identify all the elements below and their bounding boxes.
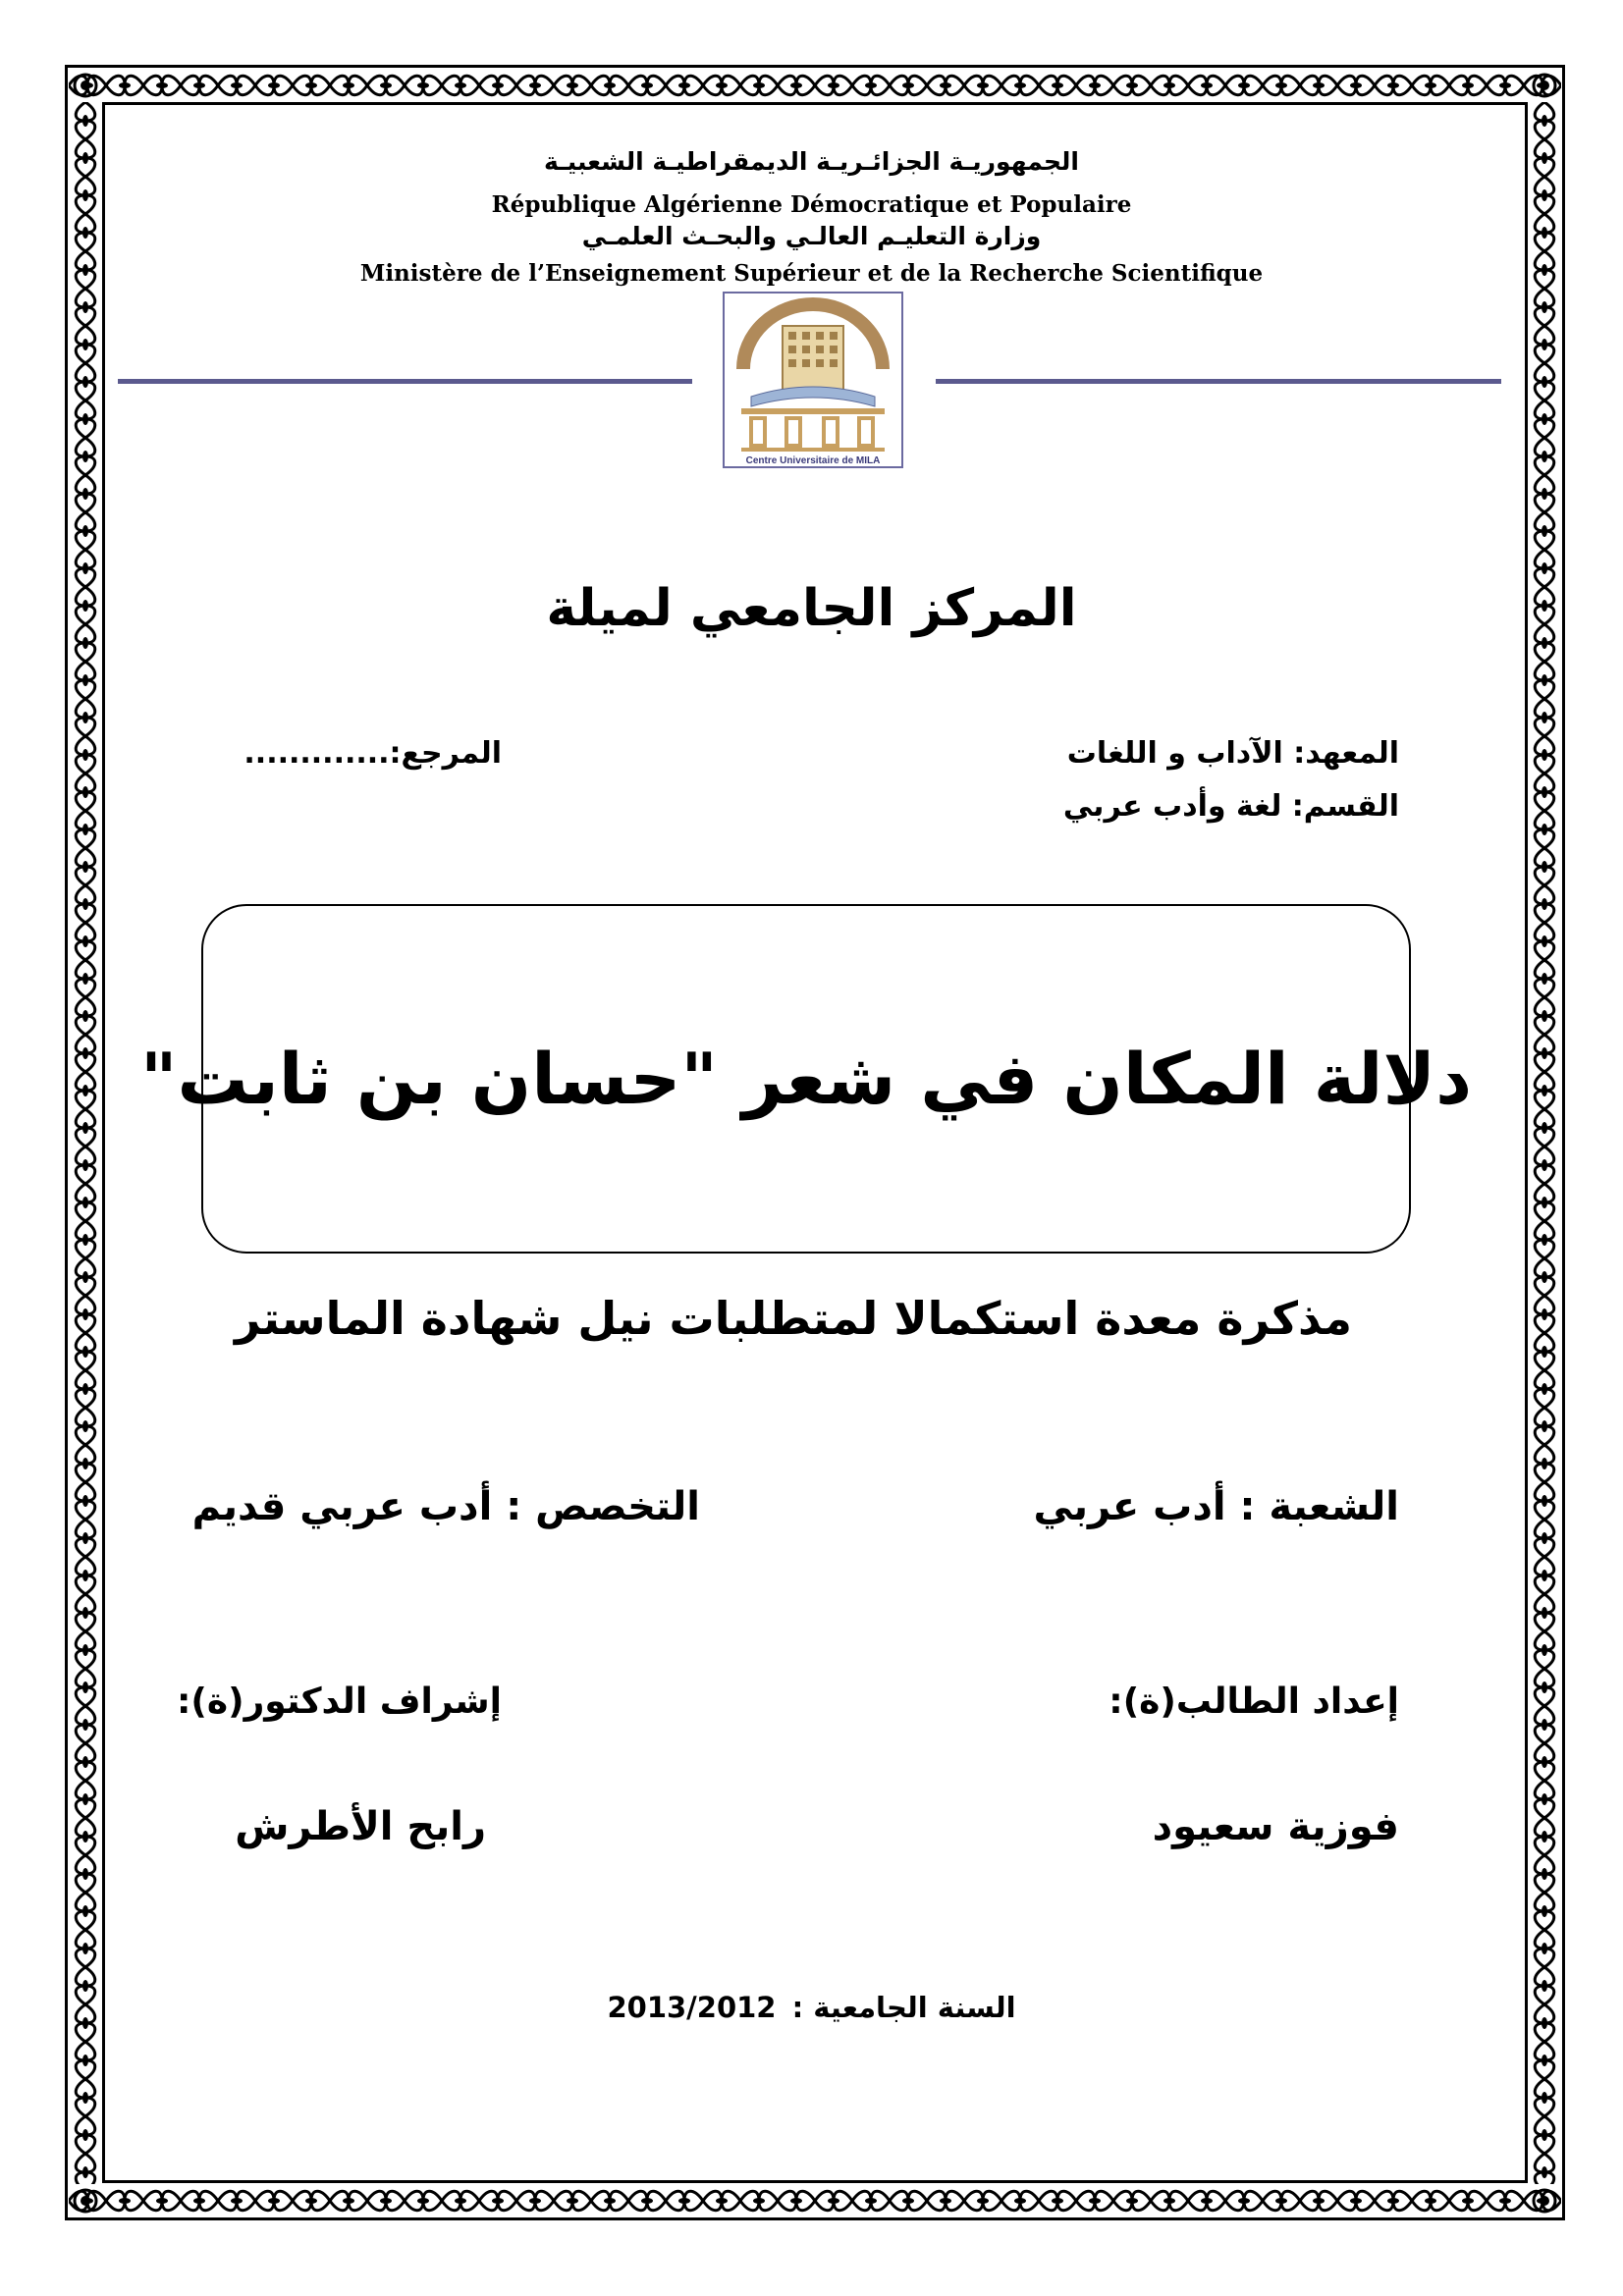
supervisor-name: رابح الأطرش: [235, 1804, 486, 1849]
university-logo: [722, 291, 904, 469]
frame-corner-bottom-left: [69, 2184, 102, 2217]
frame-band-right: [1528, 102, 1561, 2184]
thesis-title-box: [139, 904, 1473, 1254]
header-republic-fr: République Algérienne Démocratique et Populaire: [491, 191, 1132, 218]
academic-year-line: [0, 1991, 1623, 2024]
header-rule-right: [936, 379, 1501, 384]
branch-label: الشعبة : أدب عربي: [1033, 1484, 1399, 1529]
header-rule-left: [118, 379, 692, 384]
header-republic-ar: الجمهوريـة الجزائـريـة الديمقراطيـة الشعبيـة: [544, 147, 1079, 176]
student-label: إعداد الطالب(ة):: [1109, 1682, 1399, 1722]
thesis-subtitle: مذكرة معدة استكمالا لمتطلبات نيل شهادة الماستر: [234, 1292, 1352, 1345]
frame-corner-top-right: [1528, 69, 1561, 102]
specialty-label: التخصص : أدب عربي قديم: [191, 1484, 700, 1529]
header-ministry-ar: وزارة التعليـم العالـي والبحـث العلمـي: [581, 222, 1042, 250]
logo-caption: Centre Universitaire de MILA: [745, 455, 881, 466]
student-name: فوزية سعيود: [1152, 1804, 1399, 1849]
thesis-title: دلالة المكان في شعر "حسان بن ثابت": [139, 1038, 1473, 1120]
frame-corner-top-left: [69, 69, 102, 102]
academic-year-value: 2013/2012: [607, 1991, 777, 2024]
supervisor-label: إشراف الدكتور(ة):: [177, 1682, 502, 1722]
reference-label: المرجع:.............: [243, 736, 502, 771]
department-label: القسم: لغة وأدب عربي: [1062, 789, 1399, 824]
frame-corner-bottom-right: [1528, 2184, 1561, 2217]
institution-title: المركز الجامعي لميلة: [546, 579, 1077, 638]
frame-band-bottom: [69, 2184, 1561, 2217]
header-ministry-fr: Ministère de l’Enseignement Supérieur et de la Recherche Scientifique: [359, 260, 1264, 287]
institute-label: المعهد: الآداب و اللغات: [1066, 736, 1399, 771]
frame-band-top: [69, 69, 1561, 102]
academic-year-label: السنة الجامعية :: [791, 1991, 1016, 2024]
frame-band-left: [69, 102, 102, 2184]
